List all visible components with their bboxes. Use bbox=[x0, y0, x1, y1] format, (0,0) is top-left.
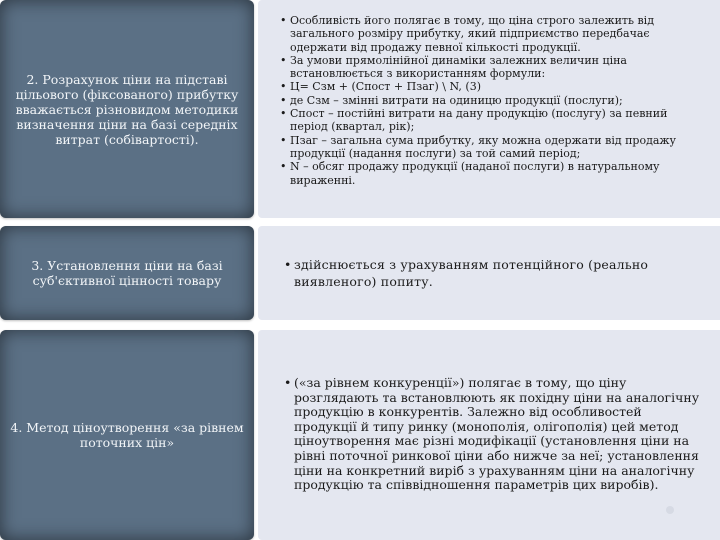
method-3-label bbox=[0, 226, 254, 320]
method-2-label bbox=[0, 0, 254, 218]
method-2-details bbox=[258, 0, 720, 218]
method-2-item: • За умови прямолінійної динаміки залежних величин ціна встановлюється з використанням формули: bbox=[280, 54, 706, 81]
method-2-item: • Спост – постійні витрати на дану продукцію (послугу) за певний період (квартал, рік); bbox=[280, 107, 706, 134]
method-3-item: • здійснюється з урахуванням потенційного (реально виявленого) попиту. bbox=[284, 256, 706, 290]
method-2-item: • Пзаг – загальна сума прибутку, яку можна одержати від продажу продукції (надання послуги) за той самий період; bbox=[280, 134, 706, 161]
method-3-details bbox=[258, 226, 720, 320]
method-4-item: • («за рівнем конкуренції») полягає в тому, що ціну розглядають та встановлюють як похідну ціни на аналогічну продукцію в конкурентів. Залежно від особливостей продукції й типу ринку (монополія, олігополія) цей метод ціноутворення має різні модифікації (установлення ціни на рівні поточної ринкової ціни або нижче за неї; установлення ціни на конкретний виріб з урахуванням ціни на аналогічну продукцію та співвідношення параметрів цих виробів). bbox=[284, 376, 700, 493]
method-2-item: • Особливість його полягає в тому, що ціна строго залежить від загального розміру прибутку, який підприємство передбачає одержати від продажу певної кількості продукції. bbox=[280, 14, 706, 54]
method-2-list bbox=[280, 14, 706, 187]
method-3-list bbox=[284, 256, 706, 290]
method-4-details bbox=[258, 330, 720, 540]
method-2-item: • N – обсяг продажу продукції (наданої послуги) в натуральному вираженні. bbox=[280, 160, 706, 187]
slide-corner-decoration bbox=[666, 506, 674, 514]
method-2-text: 2. Розрахунок ціни на підставі цільового (фіксованого) прибутку вважається різновидом методики визначення ціни на базі середніх витрат (собівартості). bbox=[15, 71, 239, 147]
method-3-text: 3. Установлення ціни на базі суб'єктивної цінності товару bbox=[31, 258, 223, 288]
method-2-item: • де Сзм – змінні витрати на одиницю продукції (послуги); bbox=[280, 94, 706, 107]
method-4-label bbox=[0, 330, 254, 540]
formula-item: • Ц= Сзм + (Спост + Пзаг) \ N, (3) bbox=[280, 80, 706, 93]
method-4-text: 4. Метод ціноутворення «за рівнем поточних цін» bbox=[10, 420, 244, 450]
method-4-list bbox=[284, 376, 700, 493]
